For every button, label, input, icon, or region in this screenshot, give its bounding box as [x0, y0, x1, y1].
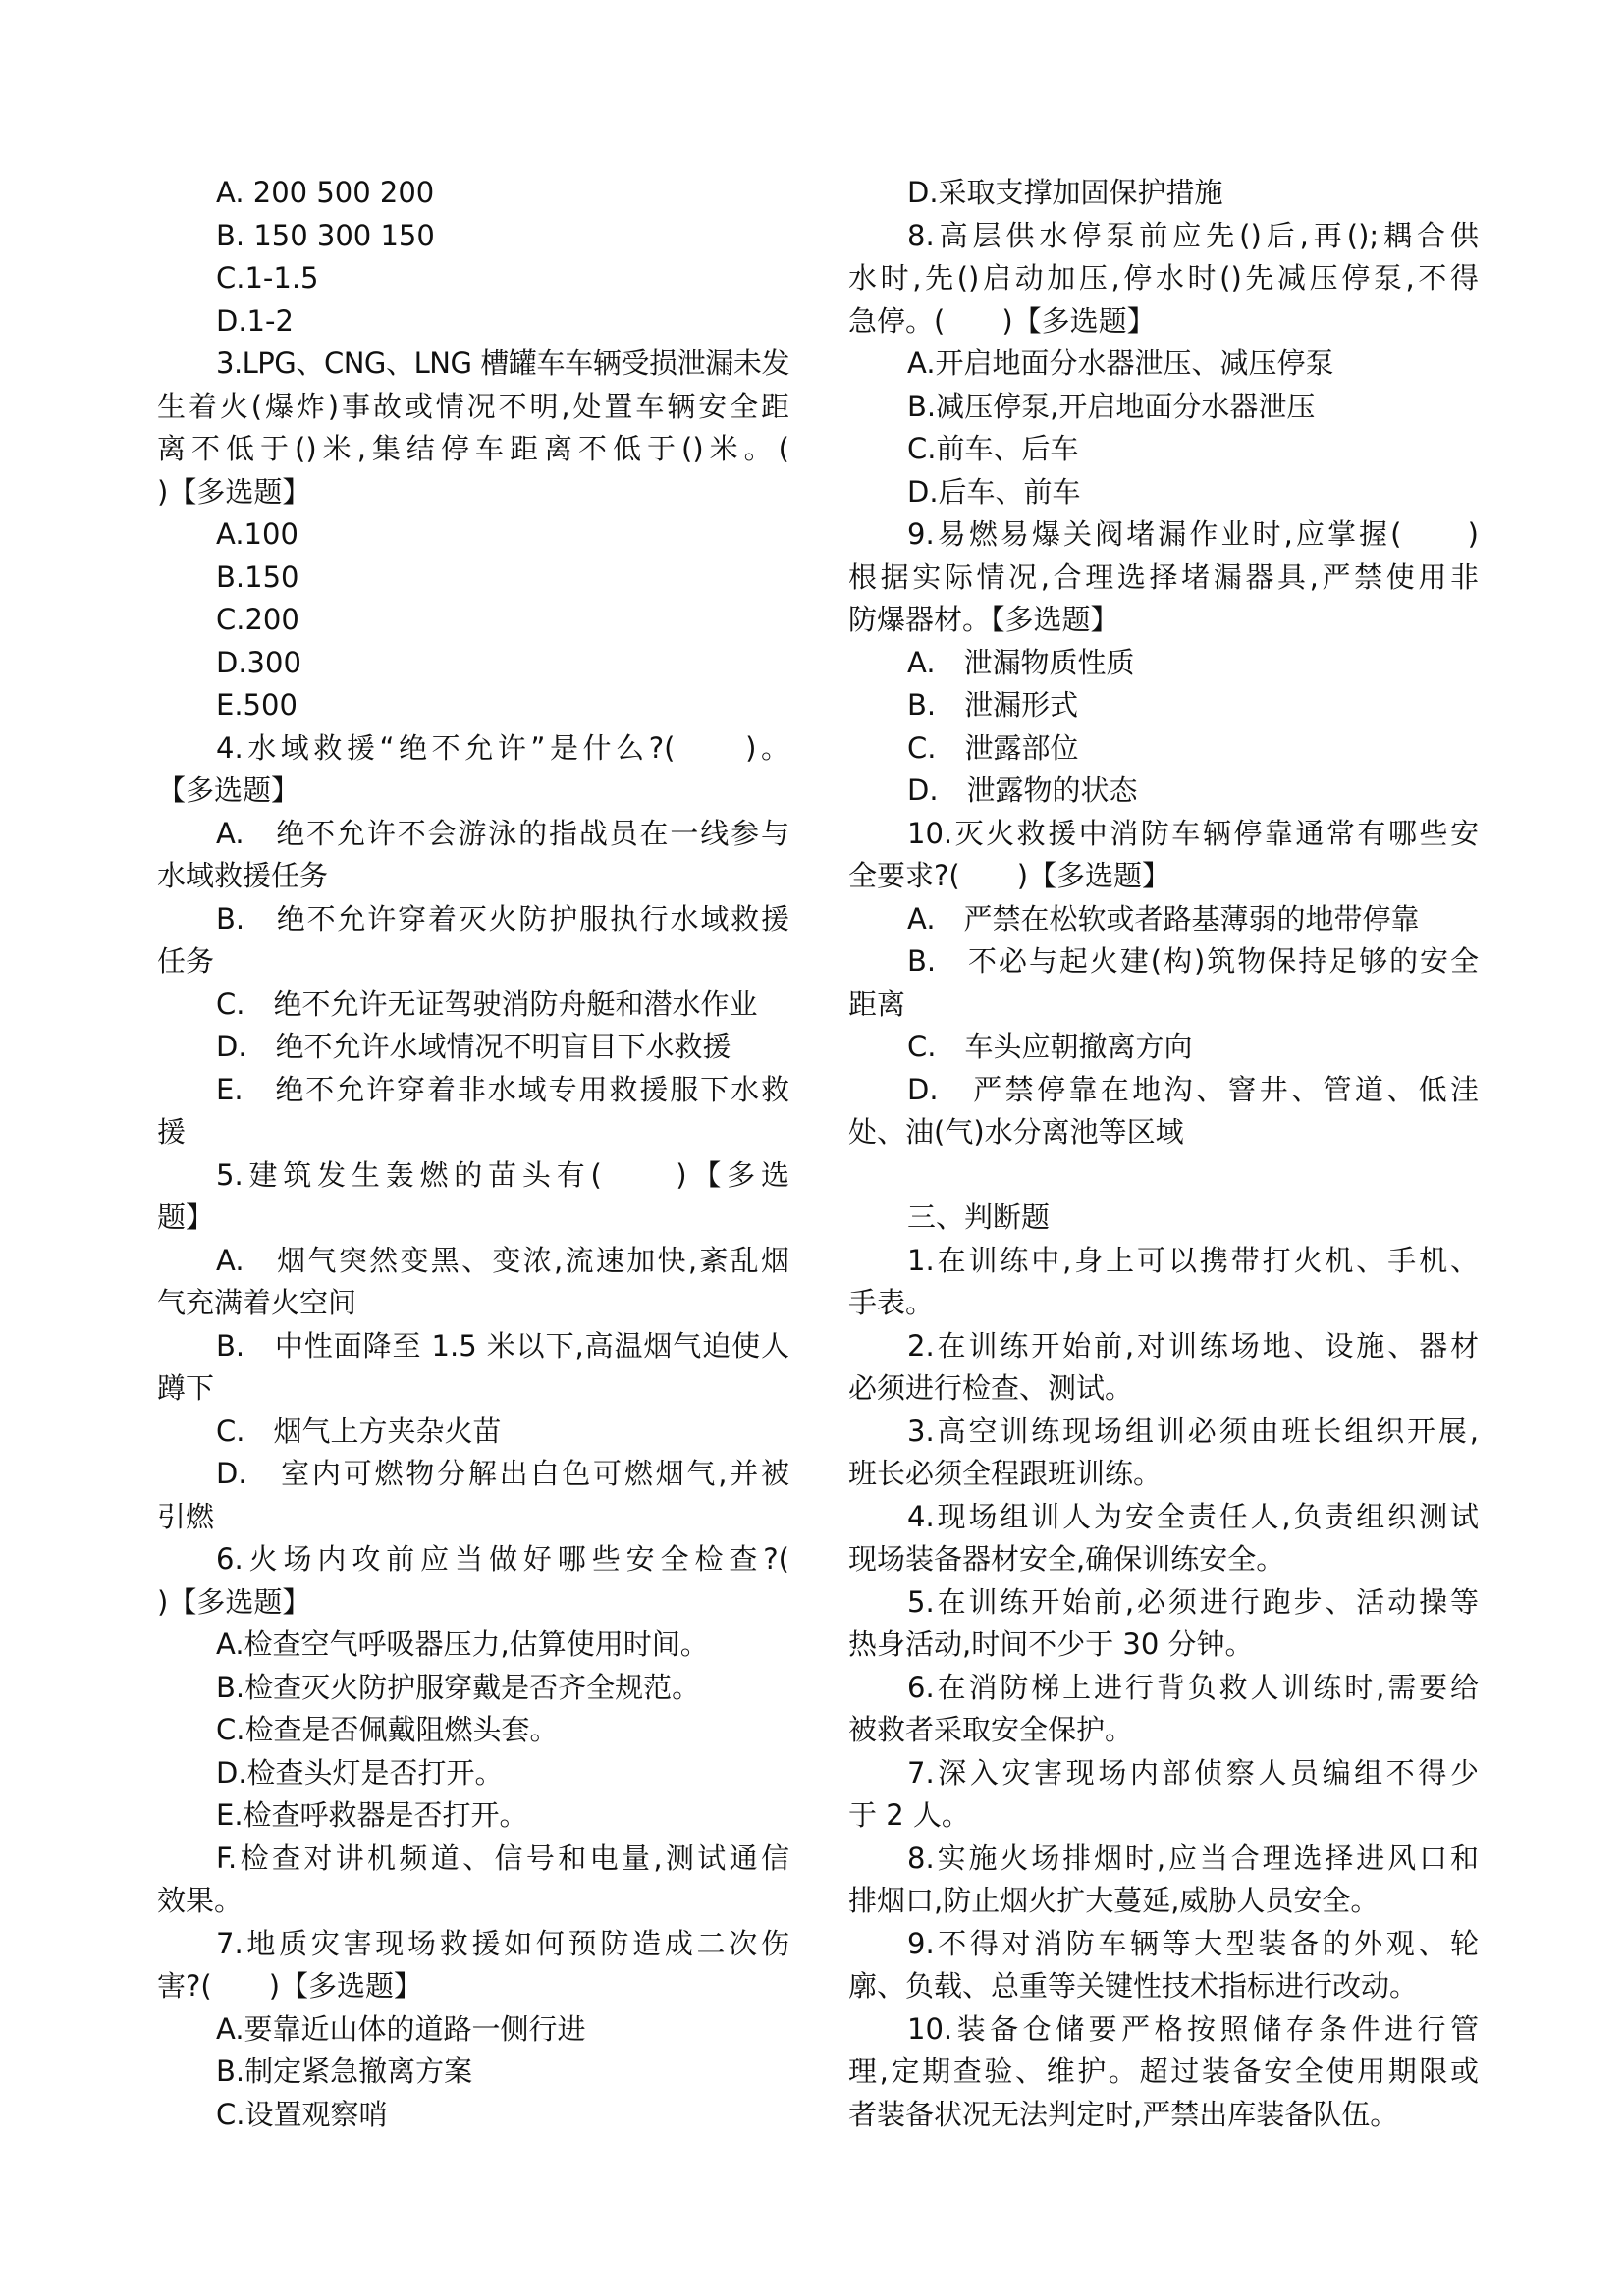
- paragraph: [157, 813, 789, 898]
- text-line: D.采取支撑加固保护措施: [907, 176, 1223, 209]
- paragraph: [848, 1026, 1479, 1069]
- text-line: 【多选题】: [157, 774, 300, 807]
- text-line: 急停。( )【多选题】: [848, 303, 1156, 338]
- text-line: D. 严禁停靠在地沟、窨井、管道、低洼: [907, 1072, 1479, 1106]
- text-line: 题】: [157, 1201, 215, 1234]
- text-line: 手表。: [848, 1286, 935, 1319]
- text-line: 3.LPG、CNG、LNG 槽罐车车辆受损泄漏未发: [216, 347, 789, 380]
- text-line: F.检查对讲机频道、信号和电量,测试通信: [216, 1841, 789, 1875]
- paragraph: [157, 1667, 789, 1710]
- text-line: D. 泄露物的状态: [907, 774, 1138, 807]
- text-line: 4.现场组训人为安全责任人,负责组织测试: [907, 1499, 1479, 1533]
- paragraph: [157, 1752, 789, 1795]
- text-line: D. 绝不允许水域情况不明盲目下水救援: [216, 1030, 731, 1063]
- right-column: [848, 172, 1479, 2136]
- text-line: A.开启地面分水器泄压、减压停泵: [907, 347, 1334, 380]
- paragraph: [157, 215, 789, 258]
- text-line: B. 泄漏形式: [907, 688, 1079, 721]
- paragraph: [157, 1453, 789, 1538]
- text-line: C.200: [216, 603, 299, 636]
- paragraph: [848, 642, 1479, 685]
- text-line: 排烟口,防止烟火扩大蔓延,威胁人员安全。: [848, 1884, 1380, 1917]
- text-line: 9.不得对消防车辆等大型装备的外观、轮: [907, 1926, 1479, 1960]
- paragraph: [848, 1752, 1479, 1838]
- paragraph: [157, 300, 789, 344]
- text-line: D.300: [216, 645, 301, 679]
- text-line: )【多选题】: [157, 474, 311, 508]
- text-line: B. 中性面降至 1.5 米以下,高温烟气迫使人: [216, 1328, 789, 1362]
- paragraph: [157, 1709, 789, 1752]
- paragraph: [157, 727, 789, 813]
- text-line: 生着火(爆炸)事故或情况不明,处置车辆安全距: [157, 389, 789, 423]
- paragraph: [848, 1411, 1479, 1496]
- text-line: C.检查是否佩戴阻燃头套。: [216, 1713, 559, 1746]
- paragraph: [848, 1240, 1479, 1325]
- text-line: 班长必须全程跟班训练。: [848, 1457, 1163, 1490]
- text-line: 援: [157, 1115, 187, 1148]
- paragraph: [157, 1240, 789, 1325]
- paragraph: [157, 1069, 789, 1154]
- text-line: A.100: [216, 517, 298, 551]
- paragraph: [848, 1069, 1479, 1154]
- text-line: E. 绝不允许穿着非水域专用救援服下水救: [216, 1072, 789, 1106]
- text-line: C.1-1.5: [216, 261, 319, 294]
- paragraph: [848, 215, 1479, 344]
- paragraph: [157, 1794, 789, 1838]
- paragraph: [848, 386, 1479, 429]
- paragraph: [157, 513, 789, 557]
- text-line: 水时,先()启动加压,停水时()先减压停泵,不得: [848, 261, 1479, 294]
- paragraph: [848, 1325, 1479, 1411]
- text-line: 3.高空训练现场组训必须由班长组织开展,: [907, 1414, 1479, 1448]
- text-line: C. 车头应朝撤离方向: [907, 1030, 1193, 1063]
- text-line: 于 2 人。: [848, 1798, 970, 1832]
- paragraph: [157, 2008, 789, 2052]
- text-line: 廓、负载、总重等关键性技术指标进行改动。: [848, 1969, 1419, 2002]
- text-line: C. 绝不允许无证驾驶消防舟艇和潜水作业: [216, 987, 758, 1021]
- paragraph: [157, 172, 789, 215]
- text-line: 害?( )【多选题】: [157, 1969, 423, 2002]
- text-line: C.设置观察哨: [216, 2097, 388, 2131]
- text-line: 效果。: [157, 1884, 244, 1917]
- text-line: 5.在训练开始前,必须进行跑步、活动操等: [907, 1584, 1479, 1619]
- text-line: A. 泄漏物质性质: [907, 645, 1135, 679]
- text-line: D.1-2: [216, 303, 294, 338]
- section-heading: [848, 1197, 1479, 1240]
- text-line: B. 不必与起火建(构)筑物保持足够的安全: [907, 944, 1479, 978]
- text-line: C. 烟气上方夹杂火苗: [216, 1414, 502, 1448]
- text-line: )【多选题】: [157, 1584, 311, 1619]
- paragraph: [848, 684, 1479, 727]
- paragraph: [157, 1624, 789, 1667]
- text-line: 2.在训练开始前,对训练场地、设施、器材: [907, 1328, 1479, 1362]
- text-line: 处、油(气)水分离池等区域: [848, 1115, 1184, 1148]
- text-line: B.制定紧急撤离方案: [216, 2055, 473, 2088]
- paragraph: [848, 2008, 1479, 2137]
- text-line: 9.易燃易爆关阀堵漏作业时,应掌握( ): [907, 517, 1479, 551]
- text-line: 全要求?( )【多选题】: [848, 859, 1171, 892]
- paragraph: [157, 984, 789, 1027]
- paragraph: [848, 1667, 1479, 1752]
- paragraph: [157, 684, 789, 727]
- text-line: A.要靠近山体的道路一侧行进: [216, 2011, 586, 2046]
- text-line: B.减压停泵,开启地面分水器泄压: [907, 389, 1316, 423]
- text-line: 8.高层供水停泵前应先()后,再();耦合供: [907, 218, 1479, 252]
- text-line: A. 绝不允许不会游泳的指战员在一线参与: [216, 816, 789, 850]
- text-line: 1.在训练中,身上可以携带打火机、手机、: [907, 1243, 1479, 1277]
- paragraph: [848, 1923, 1479, 2008]
- paragraph: [157, 642, 789, 685]
- paragraph: [848, 727, 1479, 771]
- paragraph: [848, 1581, 1479, 1667]
- text-line: 理,定期查验、维护。超过装备安全使用期限或: [848, 2055, 1479, 2088]
- text-line: 现场装备器材安全,确保训练安全。: [848, 1542, 1285, 1575]
- text-line: 气充满着火空间: [157, 1286, 357, 1319]
- paragraph: [848, 471, 1479, 514]
- text-line: A.检查空气呼吸器压力,估算使用时间。: [216, 1628, 709, 1661]
- paragraph: [848, 343, 1479, 386]
- text-line: C. 泄露部位: [907, 730, 1079, 765]
- text-line: B.检查灭火防护服穿戴是否齐全规范。: [216, 1670, 701, 1704]
- text-line: A. 严禁在松软或者路基薄弱的地带停靠: [907, 901, 1420, 935]
- text-line: 被救者采取安全保护。: [848, 1713, 1134, 1746]
- paragraph: [157, 1411, 789, 1454]
- text-line: B. 150 300 150: [216, 218, 435, 252]
- paragraph: [157, 1154, 789, 1240]
- text-line: B.150: [216, 560, 299, 594]
- text-line: 5.建筑发生轰燃的苗头有( )【多选: [216, 1157, 789, 1192]
- text-line: 防爆器材。【多选题】: [848, 603, 1119, 636]
- text-line: 三、判断题: [907, 1201, 1051, 1234]
- paragraph: [848, 428, 1479, 471]
- paragraph: [157, 1838, 789, 1923]
- paragraph: [848, 513, 1479, 642]
- text-line: D.后车、前车: [907, 474, 1081, 508]
- paragraph: [157, 2094, 789, 2137]
- text-line: 10.灭火救援中消防车辆停靠通常有哪些安: [907, 816, 1479, 850]
- text-line: A. 200 500 200: [216, 176, 435, 209]
- paragraph: [157, 1325, 789, 1411]
- paragraph: [848, 172, 1479, 215]
- text-line: 7.地质灾害现场救援如何预防造成二次伤: [216, 1926, 789, 1960]
- text-line: C.前车、后车: [907, 432, 1079, 465]
- text-line: D.检查头灯是否打开。: [216, 1755, 504, 1789]
- text-line: 4.水域救援“绝不允许”是什么?( )。: [216, 730, 789, 765]
- text-line: E.检查呼救器是否打开。: [216, 1798, 528, 1832]
- text-line: 蹲下: [157, 1371, 215, 1405]
- paragraph: [157, 2051, 789, 2094]
- text-line: B. 绝不允许穿着灭火防护服执行水域救援: [216, 901, 789, 935]
- text-line: 6.在消防梯上进行背负救人训练时,需要给: [907, 1670, 1479, 1704]
- paragraph: [848, 770, 1479, 813]
- text-line: 6.火场内攻前应当做好哪些安全检查?(: [216, 1542, 789, 1575]
- text-line: 距离: [848, 987, 906, 1021]
- text-line: 热身活动,时间不少于 30 分钟。: [848, 1628, 1254, 1661]
- text-line: 必须进行检查、测试。: [848, 1371, 1134, 1405]
- paragraph: [157, 1026, 789, 1069]
- text-line: 7.深入灾害现场内部侦察人员编组不得少: [907, 1755, 1479, 1789]
- text-line: 者装备状况无法判定时,严禁出库装备队伍。: [848, 2097, 1399, 2131]
- text-line: 8.实施火场排烟时,应当合理选择进风口和: [907, 1841, 1479, 1875]
- text-line: 离不低于()米,集结停车距离不低于()米。(: [157, 432, 789, 465]
- text-line: D. 室内可燃物分解出白色可燃烟气,并被: [216, 1457, 789, 1490]
- paragraph: [848, 1838, 1479, 1923]
- paragraph: [848, 898, 1479, 941]
- paragraph: [848, 813, 1479, 898]
- text-line: 水域救援任务: [157, 859, 329, 892]
- paragraph: [157, 557, 789, 600]
- paragraph: [157, 343, 789, 513]
- text-line: 根据实际情况,合理选择堵漏器具,严禁使用非: [848, 560, 1479, 594]
- text-line: 引燃: [157, 1499, 215, 1533]
- paragraph: [157, 898, 789, 984]
- text-line: A. 烟气突然变黑、变浓,流速加快,紊乱烟: [216, 1243, 789, 1277]
- paragraph: [848, 1496, 1479, 1581]
- paragraph: [157, 599, 789, 642]
- blank-line: [848, 1154, 1479, 1198]
- text-line: 任务: [157, 944, 215, 978]
- text-line: 10.装备仓储要严格按照储存条件进行管: [907, 2011, 1479, 2046]
- paragraph: [848, 940, 1479, 1026]
- paragraph: [157, 1538, 789, 1624]
- text-line: E.500: [216, 688, 298, 721]
- left-column: [157, 172, 789, 2136]
- paragraph: [157, 257, 789, 300]
- paragraph: [157, 1923, 789, 2008]
